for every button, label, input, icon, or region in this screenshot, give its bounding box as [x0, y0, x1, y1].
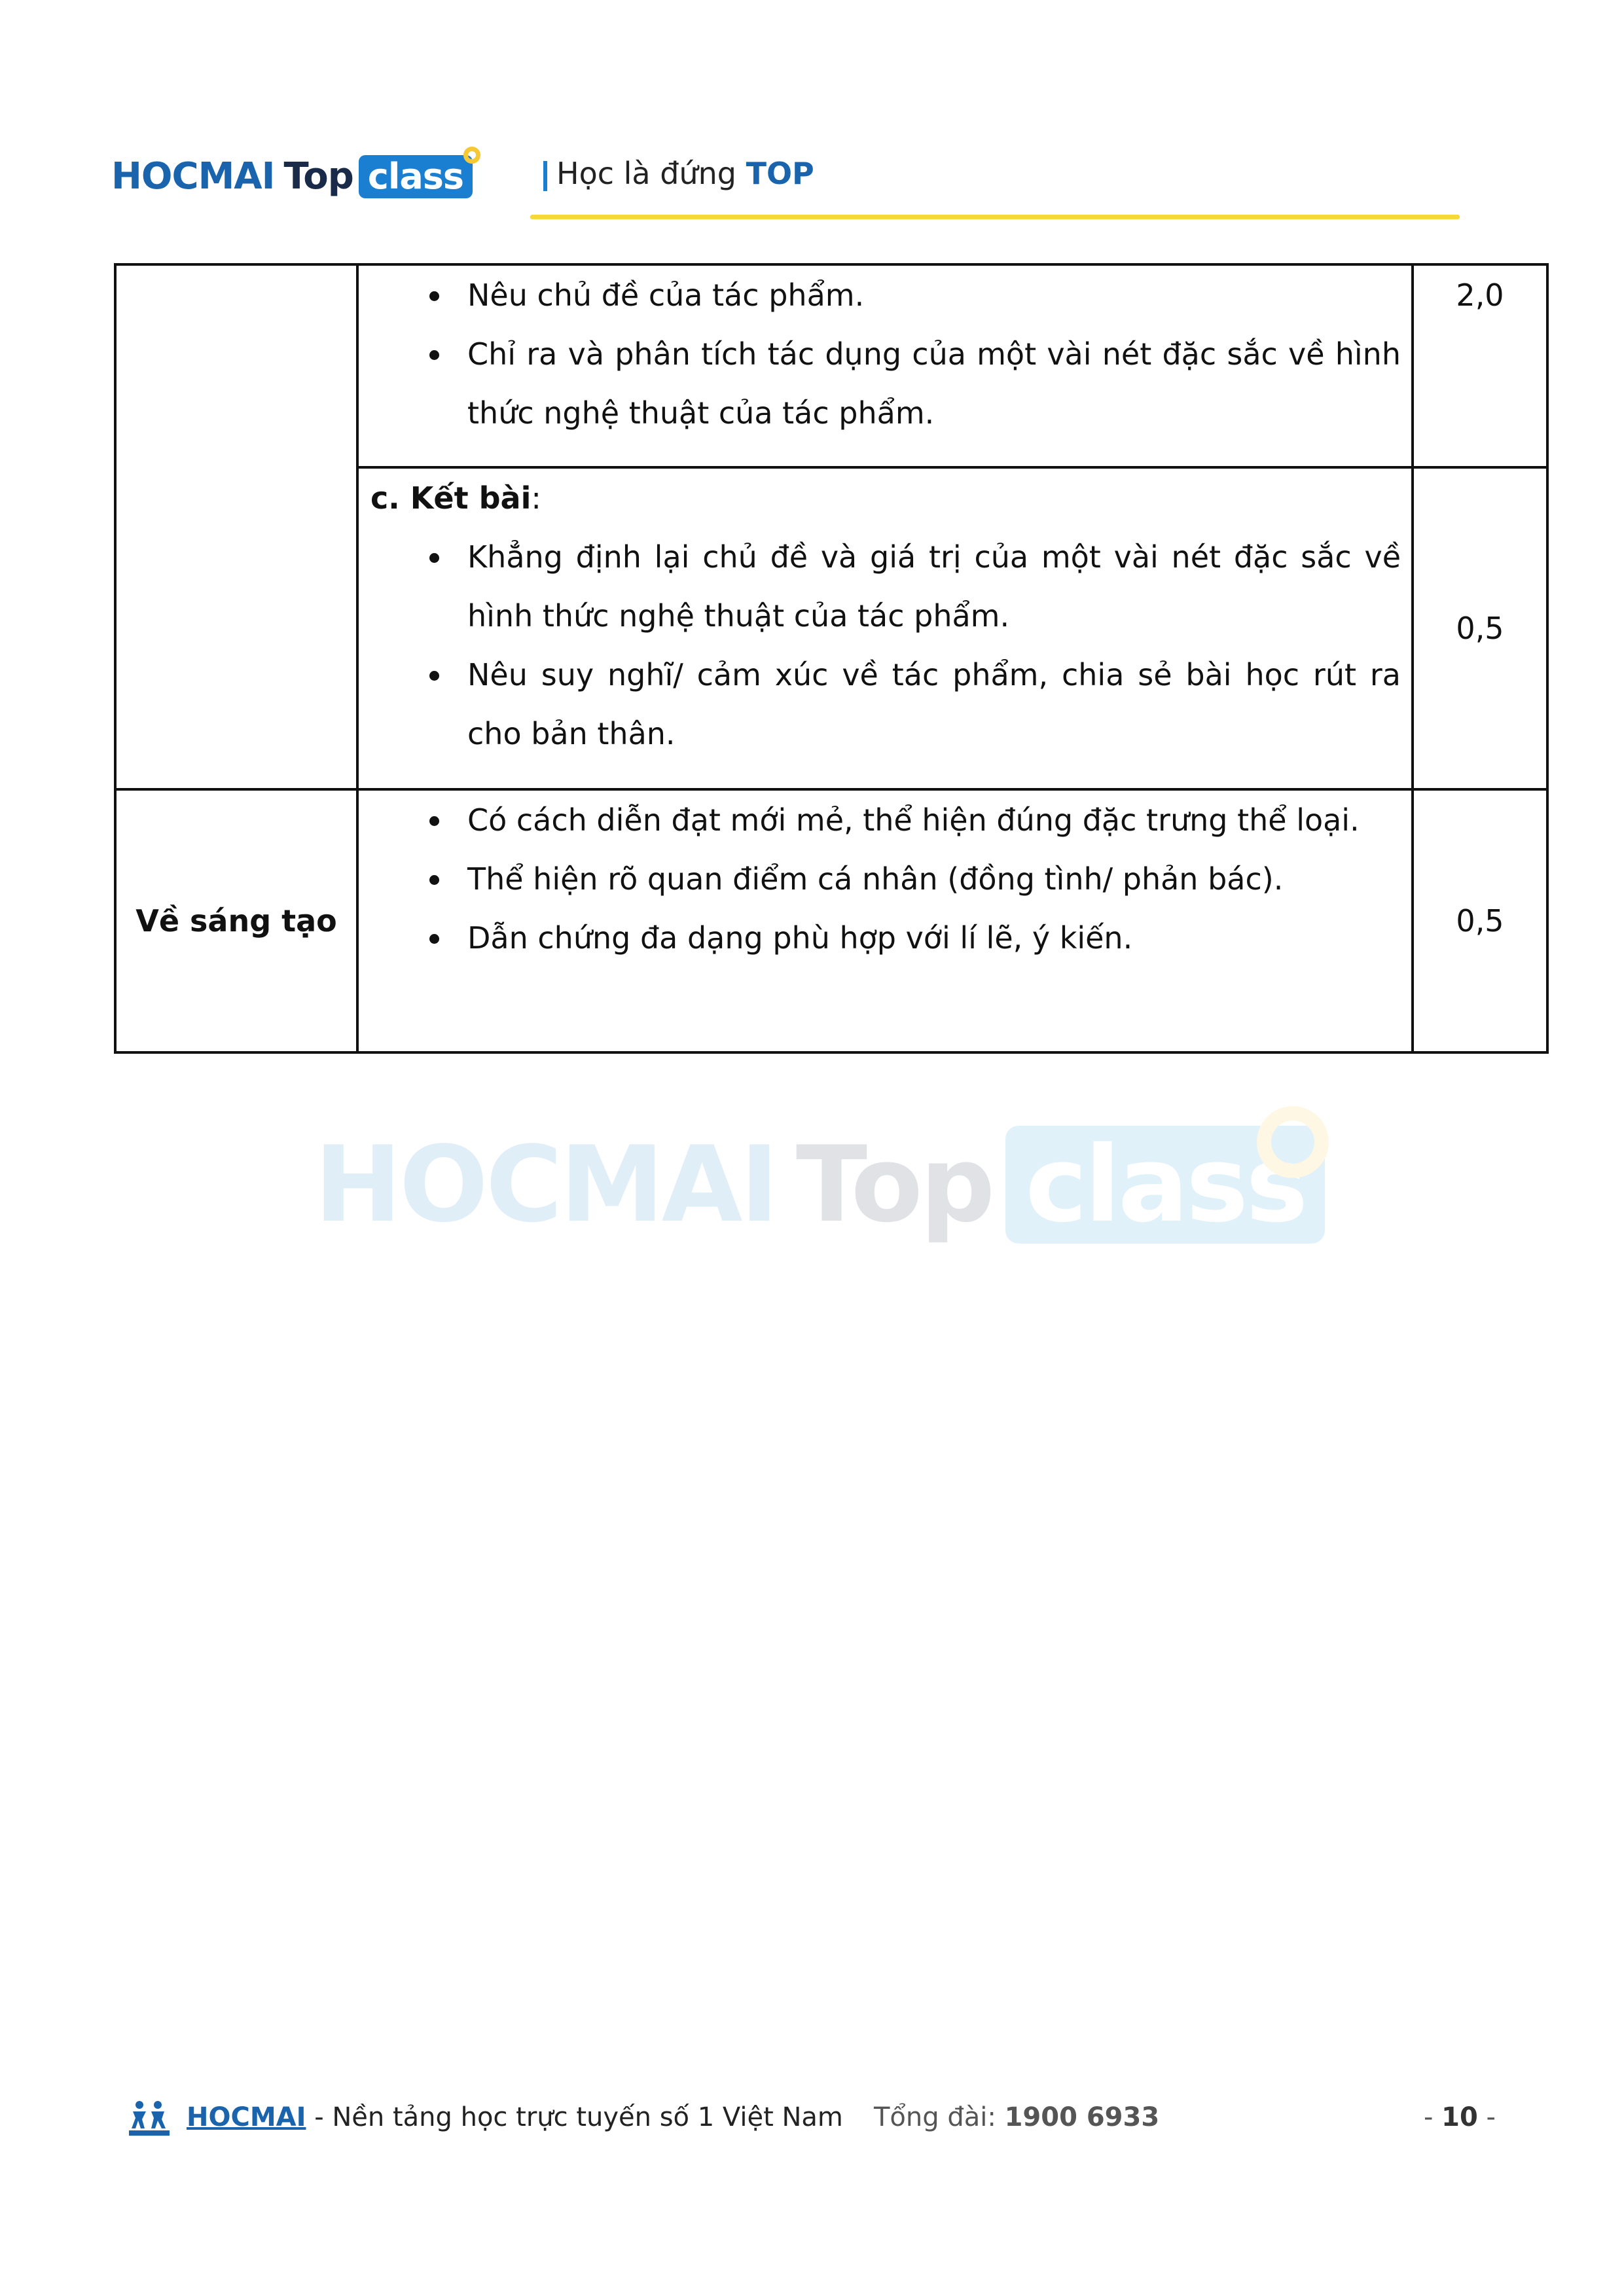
- page-number: [1424, 2094, 1496, 2140]
- hotline-number: 1900 6933: [1004, 2102, 1160, 2132]
- content-cell: [357, 467, 1413, 789]
- list-item: Có cách diễn đạt mới mẻ, thể hiện đúng đặc trưng thể loại.: [370, 791, 1401, 850]
- score-cell: 2,0: [1413, 264, 1547, 467]
- page-footer: [128, 2094, 1502, 2140]
- score-cell: 0,5: [1413, 789, 1547, 1052]
- bullet-list: [370, 266, 1401, 442]
- list-item: Thể hiện rõ quan điểm cá nhân (đồng tình/ phản bác).: [370, 850, 1401, 908]
- footer-hotline: [874, 2094, 1159, 2140]
- hotline-label: Tổng đài:: [874, 2102, 1005, 2132]
- list-item: Chỉ ra và phân tích tác dụng của một vài nét đặc sắc về hình thức nghệ thuật của tác phẩm.: [370, 325, 1401, 442]
- list-item: Dẫn chứng đa dạng phù hợp với lí lẽ, ý kiến.: [370, 908, 1401, 967]
- logo-class: class: [359, 155, 473, 198]
- criterion-cell: Về sáng tạo: [115, 789, 357, 1052]
- sun-icon: [463, 147, 480, 164]
- slogan-emphasis: TOP: [746, 156, 814, 191]
- page-number-suffix: -: [1477, 2102, 1496, 2132]
- hocmai-link[interactable]: HOCMAI: [187, 2102, 306, 2132]
- watermark-brand: HOCMAI: [314, 1123, 776, 1246]
- list-item: Nêu chủ đề của tác phẩm.: [370, 266, 1401, 325]
- score-cell: 0,5: [1413, 467, 1547, 789]
- watermark-sun-icon: [1257, 1106, 1329, 1178]
- footer-tagline: - Nền tảng học trực tuyến số 1 Việt Nam: [306, 2102, 843, 2132]
- list-item: Nêu suy nghĩ/ cảm xúc về tác phẩm, chia sẻ bài học rút ra cho bản thân.: [370, 645, 1401, 763]
- slogan: [543, 151, 814, 196]
- watermark-class: class: [1005, 1126, 1325, 1244]
- logo-top: Top: [283, 155, 353, 198]
- watermark-top: Top: [795, 1123, 993, 1246]
- criterion-cell-empty: [115, 264, 357, 789]
- footer-brand: [187, 2094, 843, 2140]
- page-header: [111, 131, 1460, 229]
- slogan-prefix: Học là đứng: [556, 156, 736, 191]
- table-row: [115, 789, 1547, 1052]
- rubric-table: [114, 263, 1549, 1054]
- header-underline: [530, 215, 1460, 219]
- slogan-divider: [543, 161, 547, 191]
- bullet-list: [370, 528, 1401, 763]
- logo-brand: HOCMAI: [111, 155, 275, 198]
- content-cell: [357, 789, 1413, 1052]
- bullet-list: [370, 791, 1401, 967]
- content-cell: [357, 264, 1413, 467]
- list-item: Khẳng định lại chủ đề và giá trị của một vài nét đặc sắc về hình thức nghệ thuật của tác phẩm.: [370, 528, 1401, 645]
- section-heading: c. Kết bài: [370, 480, 532, 516]
- table-row: [115, 264, 1547, 467]
- page-number-prefix: -: [1424, 2102, 1442, 2132]
- hocmai-kids-icon: [128, 2100, 171, 2136]
- page-number-value: 10: [1441, 2102, 1478, 2132]
- watermark-logo: [314, 1123, 1325, 1246]
- section-heading-colon: :: [531, 480, 541, 516]
